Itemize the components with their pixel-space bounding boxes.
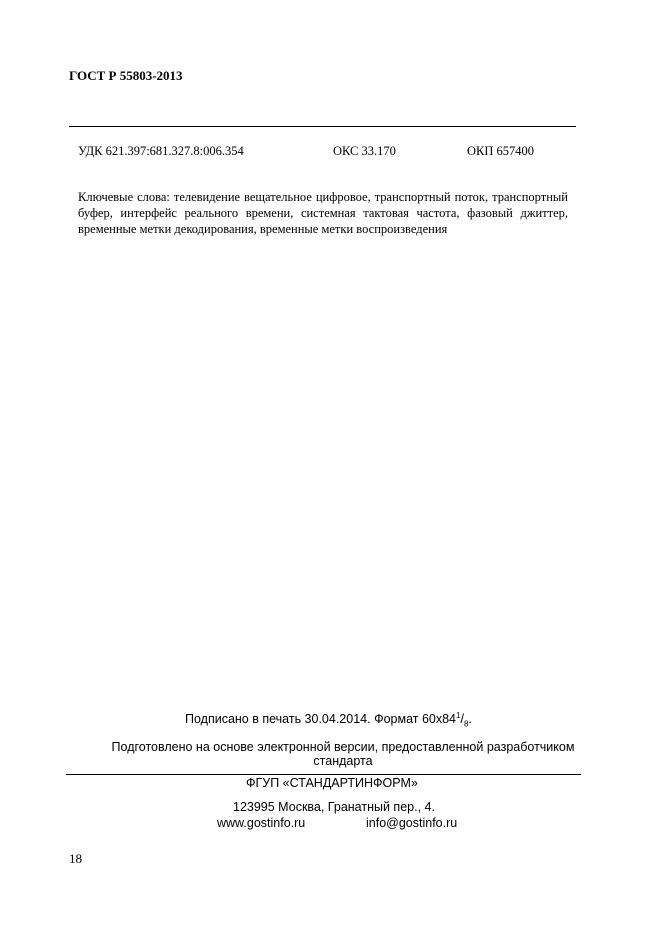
publisher-email: info@gostinfo.ru: [366, 816, 458, 830]
format-denominator: 8: [463, 719, 469, 729]
bottom-divider: [66, 774, 581, 775]
signed-text: Подписано в печать 30.04.2014. Формат 60х84: [185, 712, 456, 727]
format-end: .: [468, 712, 472, 727]
publisher-name: ФГУП «СТАНДАРТИНФОРМ»: [246, 776, 418, 790]
publisher-website: www.gostinfo.ru: [217, 816, 306, 830]
format-numerator: 1: [456, 711, 461, 720]
publisher-address: 123995 Москва, Гранатный пер., 4.: [233, 800, 435, 814]
udk-code: УДК 621.397:681.327.8:006.354: [78, 144, 244, 158]
signed-for-print: Подписано в печать 30.04.2014. Формат $60х84^1/_8$.: [185, 711, 472, 729]
okp-code: ОКП 657400: [467, 144, 535, 158]
prepared-note: Подготовлено на основе электронной версии, предоставленной разработчиком стандарта: [111, 740, 575, 768]
keywords-paragraph: Ключевые слова: телевидение вещательное цифровое, транспортный поток, транспортный буфер, интерфейс реального времени, системная тактовая частота, фазовый джиттер, временные метки декодирования, временные метки воспроизведения: [78, 190, 568, 236]
document-standard-id: ГОСТ Р 55803-2013: [69, 68, 183, 83]
oks-code: ОКС 33.170: [333, 144, 396, 158]
top-divider: [69, 126, 576, 127]
page-number: 18: [69, 851, 82, 866]
